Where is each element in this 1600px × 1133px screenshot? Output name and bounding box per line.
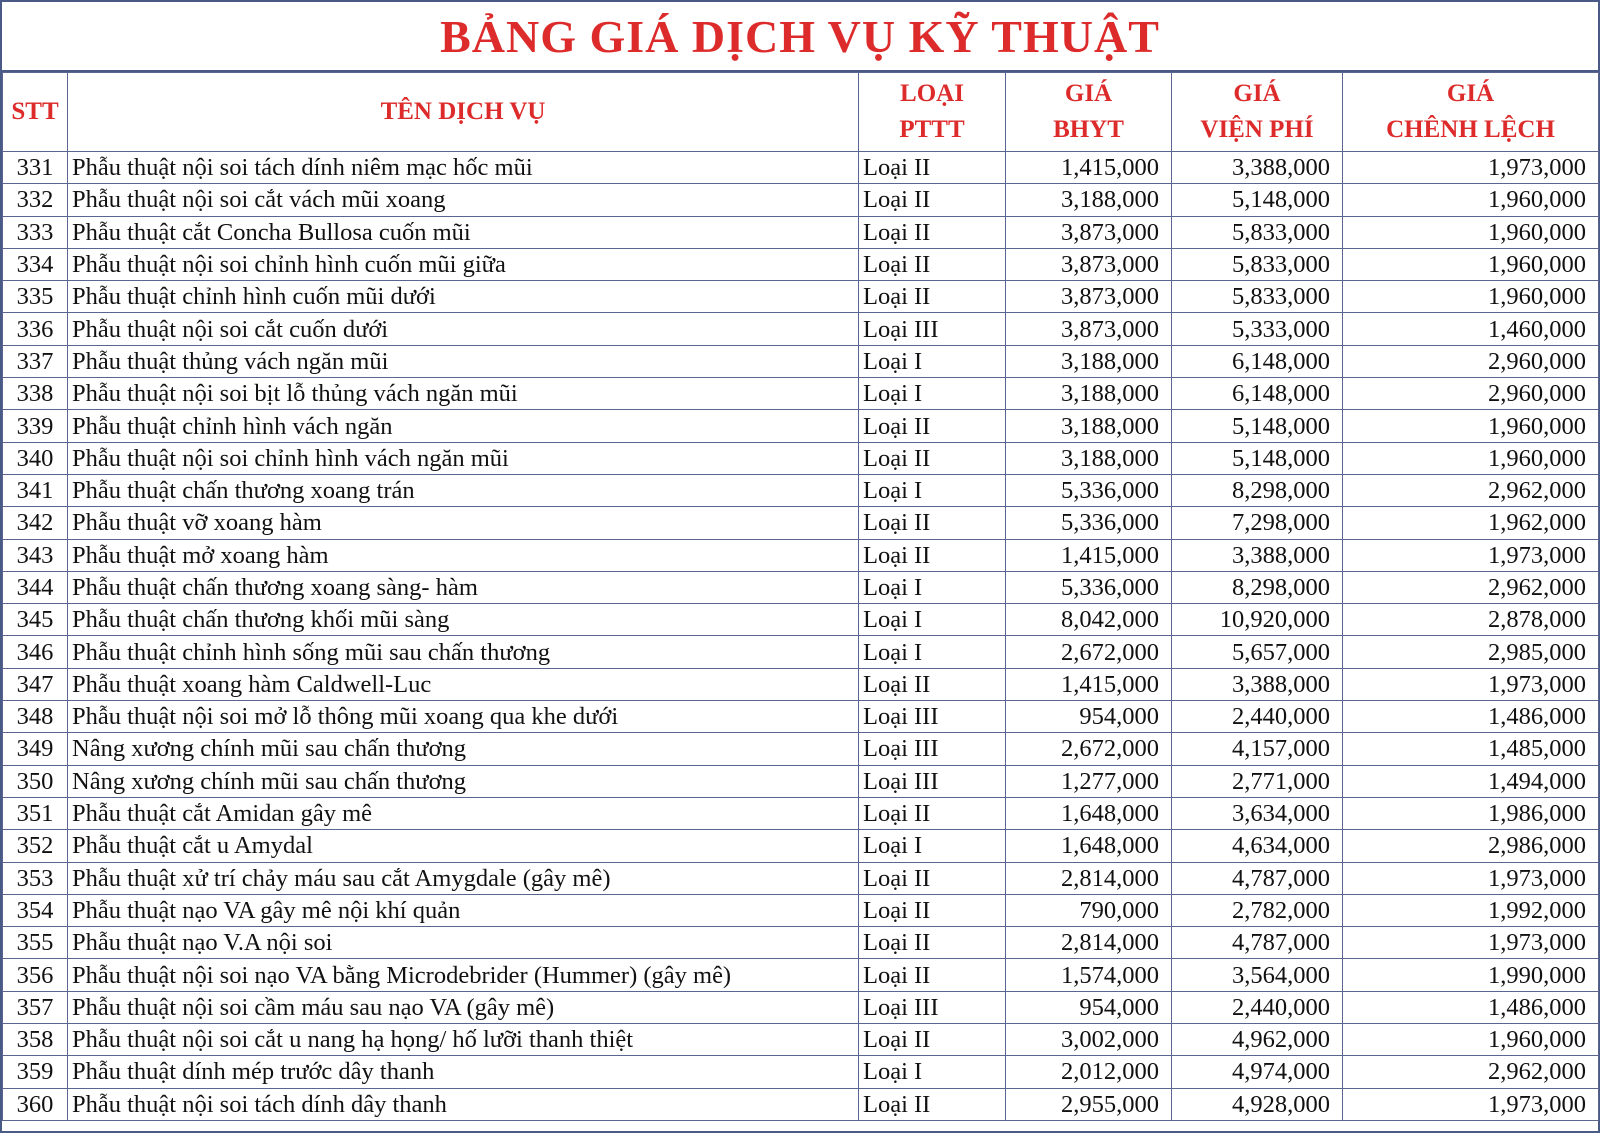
cell-pttt-type: Loại II <box>859 410 1006 442</box>
cell-price-bhyt: 3,002,000 <box>1006 1024 1172 1056</box>
cell-service-name: Phẫu thuật cắt u Amydal <box>68 830 859 862</box>
cell-price-bhyt: 1,415,000 <box>1006 539 1172 571</box>
cell-price-chenhlech: 1,460,000 <box>1343 313 1599 345</box>
cell-service-name: Phẫu thuật nội soi nạo VA bằng Microdebrider (Hummer) (gây mê) <box>68 959 859 991</box>
table-row <box>3 216 1599 248</box>
cell-stt: 332 <box>3 184 68 216</box>
cell-price-vienphi: 3,388,000 <box>1172 539 1343 571</box>
cell-price-vienphi: 2,771,000 <box>1172 765 1343 797</box>
cell-price-vienphi: 5,148,000 <box>1172 410 1343 442</box>
cell-price-bhyt: 2,814,000 <box>1006 927 1172 959</box>
cell-price-vienphi: 3,564,000 <box>1172 959 1343 991</box>
table-row <box>3 378 1599 410</box>
table-row <box>3 345 1599 377</box>
cell-pttt-type: Loại II <box>859 862 1006 894</box>
cell-pttt-type: Loại II <box>859 797 1006 829</box>
cell-price-vienphi: 7,298,000 <box>1172 507 1343 539</box>
cell-service-name: Nâng xương chính mũi sau chấn thương <box>68 733 859 765</box>
cell-price-chenhlech: 1,486,000 <box>1343 991 1599 1023</box>
cell-stt: 348 <box>3 701 68 733</box>
cell-pttt-type: Loại III <box>859 701 1006 733</box>
cell-price-chenhlech: 1,973,000 <box>1343 1088 1599 1120</box>
cell-price-chenhlech: 1,960,000 <box>1343 216 1599 248</box>
table-row <box>3 313 1599 345</box>
price-table <box>2 72 1599 1121</box>
cell-price-chenhlech: 1,960,000 <box>1343 248 1599 280</box>
cell-price-bhyt: 3,188,000 <box>1006 345 1172 377</box>
cell-stt: 354 <box>3 894 68 926</box>
cell-price-vienphi: 5,333,000 <box>1172 313 1343 345</box>
cell-stt: 347 <box>3 668 68 700</box>
cell-stt: 358 <box>3 1024 68 1056</box>
cell-price-chenhlech: 2,962,000 <box>1343 1056 1599 1088</box>
table-row <box>3 474 1599 506</box>
cell-price-chenhlech: 1,973,000 <box>1343 152 1599 184</box>
cell-price-vienphi: 4,928,000 <box>1172 1088 1343 1120</box>
cell-price-vienphi: 8,298,000 <box>1172 474 1343 506</box>
cell-service-name: Phẫu thuật nội soi chỉnh hình vách ngăn mũi <box>68 442 859 474</box>
cell-price-chenhlech: 1,986,000 <box>1343 797 1599 829</box>
cell-pttt-type: Loại III <box>859 765 1006 797</box>
table-row <box>3 410 1599 442</box>
cell-service-name: Phẫu thuật nội soi cầm máu sau nạo VA (gây mê) <box>68 991 859 1023</box>
table-row <box>3 539 1599 571</box>
cell-pttt-type: Loại II <box>859 959 1006 991</box>
cell-stt: 336 <box>3 313 68 345</box>
cell-price-chenhlech: 1,960,000 <box>1343 1024 1599 1056</box>
table-header-row <box>3 73 1599 152</box>
table-row <box>3 830 1599 862</box>
cell-price-chenhlech: 1,990,000 <box>1343 959 1599 991</box>
cell-service-name: Phẫu thuật nội soi chỉnh hình cuốn mũi giữa <box>68 248 859 280</box>
cell-stt: 335 <box>3 281 68 313</box>
cell-price-bhyt: 3,873,000 <box>1006 313 1172 345</box>
cell-price-bhyt: 1,277,000 <box>1006 765 1172 797</box>
cell-stt: 338 <box>3 378 68 410</box>
cell-pttt-type: Loại II <box>859 152 1006 184</box>
table-row <box>3 636 1599 668</box>
cell-service-name: Phẫu thuật thủng vách ngăn mũi <box>68 345 859 377</box>
column-header-chenhlech: GIÁ CHÊNH LỆCH <box>1343 73 1599 152</box>
cell-price-vienphi: 5,833,000 <box>1172 248 1343 280</box>
cell-price-vienphi: 5,148,000 <box>1172 442 1343 474</box>
column-header-stt: STT <box>3 73 68 152</box>
cell-service-name: Phẫu thuật nội soi tách dính niêm mạc hốc mũi <box>68 152 859 184</box>
cell-price-vienphi: 2,440,000 <box>1172 701 1343 733</box>
cell-service-name: Phẫu thuật vỡ xoang hàm <box>68 507 859 539</box>
cell-stt: 351 <box>3 797 68 829</box>
cell-stt: 350 <box>3 765 68 797</box>
cell-pttt-type: Loại II <box>859 1088 1006 1120</box>
cell-price-chenhlech: 1,485,000 <box>1343 733 1599 765</box>
column-header-bhyt: GIÁ BHYT <box>1006 73 1172 152</box>
table-row <box>3 927 1599 959</box>
cell-price-vienphi: 4,634,000 <box>1172 830 1343 862</box>
cell-pttt-type: Loại II <box>859 668 1006 700</box>
cell-price-vienphi: 3,634,000 <box>1172 797 1343 829</box>
cell-service-name: Phẫu thuật cắt Amidan gây mê <box>68 797 859 829</box>
cell-price-vienphi: 5,657,000 <box>1172 636 1343 668</box>
cell-price-vienphi: 4,787,000 <box>1172 862 1343 894</box>
cell-price-bhyt: 3,188,000 <box>1006 184 1172 216</box>
cell-stt: 344 <box>3 571 68 603</box>
cell-stt: 331 <box>3 152 68 184</box>
table-row <box>3 862 1599 894</box>
cell-stt: 345 <box>3 604 68 636</box>
cell-pttt-type: Loại II <box>859 248 1006 280</box>
cell-price-bhyt: 2,012,000 <box>1006 1056 1172 1088</box>
cell-price-chenhlech: 1,973,000 <box>1343 539 1599 571</box>
cell-stt: 352 <box>3 830 68 862</box>
cell-service-name: Phẫu thuật cắt Concha Bullosa cuốn mũi <box>68 216 859 248</box>
cell-price-bhyt: 2,672,000 <box>1006 636 1172 668</box>
cell-service-name: Phẫu thuật nội soi cắt cuốn dưới <box>68 313 859 345</box>
cell-price-chenhlech: 1,960,000 <box>1343 281 1599 313</box>
cell-pttt-type: Loại I <box>859 636 1006 668</box>
cell-price-bhyt: 1,415,000 <box>1006 152 1172 184</box>
cell-price-chenhlech: 1,494,000 <box>1343 765 1599 797</box>
cell-price-vienphi: 5,148,000 <box>1172 184 1343 216</box>
cell-price-bhyt: 5,336,000 <box>1006 571 1172 603</box>
table-body <box>3 152 1599 1121</box>
table-row <box>3 1056 1599 1088</box>
cell-price-bhyt: 3,873,000 <box>1006 281 1172 313</box>
cell-stt: 356 <box>3 959 68 991</box>
table-row <box>3 894 1599 926</box>
table-row <box>3 571 1599 603</box>
cell-price-bhyt: 1,648,000 <box>1006 830 1172 862</box>
table-row <box>3 442 1599 474</box>
cell-price-bhyt: 8,042,000 <box>1006 604 1172 636</box>
page-title: BẢNG GIÁ DỊCH VỤ KỸ THUẬT <box>2 2 1598 72</box>
cell-pttt-type: Loại II <box>859 1024 1006 1056</box>
cell-price-chenhlech: 1,962,000 <box>1343 507 1599 539</box>
cell-pttt-type: Loại I <box>859 378 1006 410</box>
cell-stt: 343 <box>3 539 68 571</box>
cell-service-name: Phẫu thuật nạo VA gây mê nội khí quản <box>68 894 859 926</box>
cell-service-name: Phẫu thuật chấn thương xoang trán <box>68 474 859 506</box>
cell-price-bhyt: 1,648,000 <box>1006 797 1172 829</box>
cell-price-vienphi: 2,782,000 <box>1172 894 1343 926</box>
cell-price-vienphi: 10,920,000 <box>1172 604 1343 636</box>
cell-service-name: Phẫu thuật nội soi cắt u nang hạ họng/ hố lưỡi thanh thiệt <box>68 1024 859 1056</box>
cell-pttt-type: Loại II <box>859 539 1006 571</box>
cell-service-name: Phẫu thuật mở xoang hàm <box>68 539 859 571</box>
cell-price-bhyt: 1,574,000 <box>1006 959 1172 991</box>
cell-stt: 339 <box>3 410 68 442</box>
cell-price-bhyt: 3,188,000 <box>1006 410 1172 442</box>
cell-stt: 359 <box>3 1056 68 1088</box>
cell-pttt-type: Loại II <box>859 184 1006 216</box>
table-row <box>3 184 1599 216</box>
cell-pttt-type: Loại II <box>859 281 1006 313</box>
cell-pttt-type: Loại II <box>859 216 1006 248</box>
cell-price-chenhlech: 1,973,000 <box>1343 668 1599 700</box>
cell-pttt-type: Loại I <box>859 604 1006 636</box>
cell-service-name: Phẫu thuật xoang hàm Caldwell-Luc <box>68 668 859 700</box>
cell-price-chenhlech: 2,985,000 <box>1343 636 1599 668</box>
cell-price-chenhlech: 2,962,000 <box>1343 571 1599 603</box>
cell-service-name: Phẫu thuật nội soi tách dính dây thanh <box>68 1088 859 1120</box>
cell-pttt-type: Loại I <box>859 1056 1006 1088</box>
cell-price-bhyt: 2,814,000 <box>1006 862 1172 894</box>
cell-price-vienphi: 4,962,000 <box>1172 1024 1343 1056</box>
cell-stt: 342 <box>3 507 68 539</box>
cell-price-chenhlech: 1,992,000 <box>1343 894 1599 926</box>
table-row <box>3 701 1599 733</box>
cell-price-chenhlech: 2,878,000 <box>1343 604 1599 636</box>
cell-price-chenhlech: 1,960,000 <box>1343 410 1599 442</box>
cell-service-name: Phẫu thuật nội soi mở lỗ thông mũi xoang qua khe dưới <box>68 701 859 733</box>
table-row <box>3 733 1599 765</box>
cell-price-bhyt: 790,000 <box>1006 894 1172 926</box>
cell-pttt-type: Loại I <box>859 345 1006 377</box>
cell-price-bhyt: 3,188,000 <box>1006 442 1172 474</box>
cell-service-name: Phẫu thuật chỉnh hình cuốn mũi dưới <box>68 281 859 313</box>
cell-pttt-type: Loại II <box>859 894 1006 926</box>
cell-stt: 337 <box>3 345 68 377</box>
cell-price-vienphi: 5,833,000 <box>1172 216 1343 248</box>
cell-service-name: Phẫu thuật nội soi cắt vách mũi xoang <box>68 184 859 216</box>
cell-stt: 340 <box>3 442 68 474</box>
cell-price-bhyt: 3,873,000 <box>1006 248 1172 280</box>
cell-price-vienphi: 4,157,000 <box>1172 733 1343 765</box>
cell-price-chenhlech: 1,973,000 <box>1343 862 1599 894</box>
cell-price-bhyt: 1,415,000 <box>1006 668 1172 700</box>
table-row <box>3 248 1599 280</box>
table-row <box>3 765 1599 797</box>
cell-price-bhyt: 2,672,000 <box>1006 733 1172 765</box>
cell-price-chenhlech: 2,960,000 <box>1343 378 1599 410</box>
cell-service-name: Phẫu thuật nội soi bịt lỗ thủng vách ngăn mũi <box>68 378 859 410</box>
cell-pttt-type: Loại I <box>859 830 1006 862</box>
table-row <box>3 668 1599 700</box>
cell-stt: 341 <box>3 474 68 506</box>
table-row <box>3 507 1599 539</box>
cell-price-chenhlech: 1,486,000 <box>1343 701 1599 733</box>
cell-price-vienphi: 3,388,000 <box>1172 668 1343 700</box>
table-row <box>3 959 1599 991</box>
table-row <box>3 991 1599 1023</box>
cell-price-vienphi: 2,440,000 <box>1172 991 1343 1023</box>
cell-price-vienphi: 8,298,000 <box>1172 571 1343 603</box>
cell-price-chenhlech: 1,973,000 <box>1343 927 1599 959</box>
cell-pttt-type: Loại I <box>859 474 1006 506</box>
cell-stt: 353 <box>3 862 68 894</box>
cell-pttt-type: Loại II <box>859 927 1006 959</box>
cell-price-vienphi: 4,974,000 <box>1172 1056 1343 1088</box>
cell-stt: 360 <box>3 1088 68 1120</box>
column-header-type: LOẠI PTTT <box>859 73 1006 152</box>
cell-price-vienphi: 6,148,000 <box>1172 345 1343 377</box>
cell-price-bhyt: 954,000 <box>1006 701 1172 733</box>
cell-stt: 346 <box>3 636 68 668</box>
cell-price-vienphi: 3,388,000 <box>1172 152 1343 184</box>
cell-service-name: Phẫu thuật chấn thương khối mũi sàng <box>68 604 859 636</box>
table-row <box>3 1088 1599 1120</box>
column-header-vienphi: GIÁ VIỆN PHÍ <box>1172 73 1343 152</box>
cell-pttt-type: Loại III <box>859 991 1006 1023</box>
table-row <box>3 281 1599 313</box>
column-header-name: TÊN DỊCH VỤ <box>68 73 859 152</box>
cell-price-bhyt: 3,873,000 <box>1006 216 1172 248</box>
cell-service-name: Phẫu thuật dính mép trước dây thanh <box>68 1056 859 1088</box>
table-row <box>3 152 1599 184</box>
cell-service-name: Phẫu thuật xử trí chảy máu sau cắt Amygdale (gây mê) <box>68 862 859 894</box>
cell-pttt-type: Loại I <box>859 571 1006 603</box>
cell-service-name: Nâng xương chính mũi sau chấn thương <box>68 765 859 797</box>
cell-service-name: Phẫu thuật chấn thương xoang sàng- hàm <box>68 571 859 603</box>
table-row <box>3 1024 1599 1056</box>
cell-price-vienphi: 4,787,000 <box>1172 927 1343 959</box>
table-row <box>3 797 1599 829</box>
cell-price-chenhlech: 1,960,000 <box>1343 442 1599 474</box>
cell-stt: 357 <box>3 991 68 1023</box>
cell-price-vienphi: 5,833,000 <box>1172 281 1343 313</box>
cell-service-name: Phẫu thuật chỉnh hình sống mũi sau chấn thương <box>68 636 859 668</box>
cell-stt: 349 <box>3 733 68 765</box>
cell-price-vienphi: 6,148,000 <box>1172 378 1343 410</box>
cell-stt: 334 <box>3 248 68 280</box>
cell-service-name: Phẫu thuật nạo V.A nội soi <box>68 927 859 959</box>
cell-price-bhyt: 2,955,000 <box>1006 1088 1172 1120</box>
cell-pttt-type: Loại III <box>859 733 1006 765</box>
cell-price-chenhlech: 2,960,000 <box>1343 345 1599 377</box>
cell-price-bhyt: 3,188,000 <box>1006 378 1172 410</box>
cell-pttt-type: Loại II <box>859 507 1006 539</box>
cell-pttt-type: Loại II <box>859 442 1006 474</box>
cell-stt: 355 <box>3 927 68 959</box>
cell-price-chenhlech: 2,962,000 <box>1343 474 1599 506</box>
cell-price-bhyt: 5,336,000 <box>1006 507 1172 539</box>
cell-price-chenhlech: 1,960,000 <box>1343 184 1599 216</box>
cell-service-name: Phẫu thuật chỉnh hình vách ngăn <box>68 410 859 442</box>
cell-price-chenhlech: 2,986,000 <box>1343 830 1599 862</box>
cell-price-bhyt: 954,000 <box>1006 991 1172 1023</box>
cell-price-bhyt: 5,336,000 <box>1006 474 1172 506</box>
cell-pttt-type: Loại III <box>859 313 1006 345</box>
table-row <box>3 604 1599 636</box>
cell-stt: 333 <box>3 216 68 248</box>
